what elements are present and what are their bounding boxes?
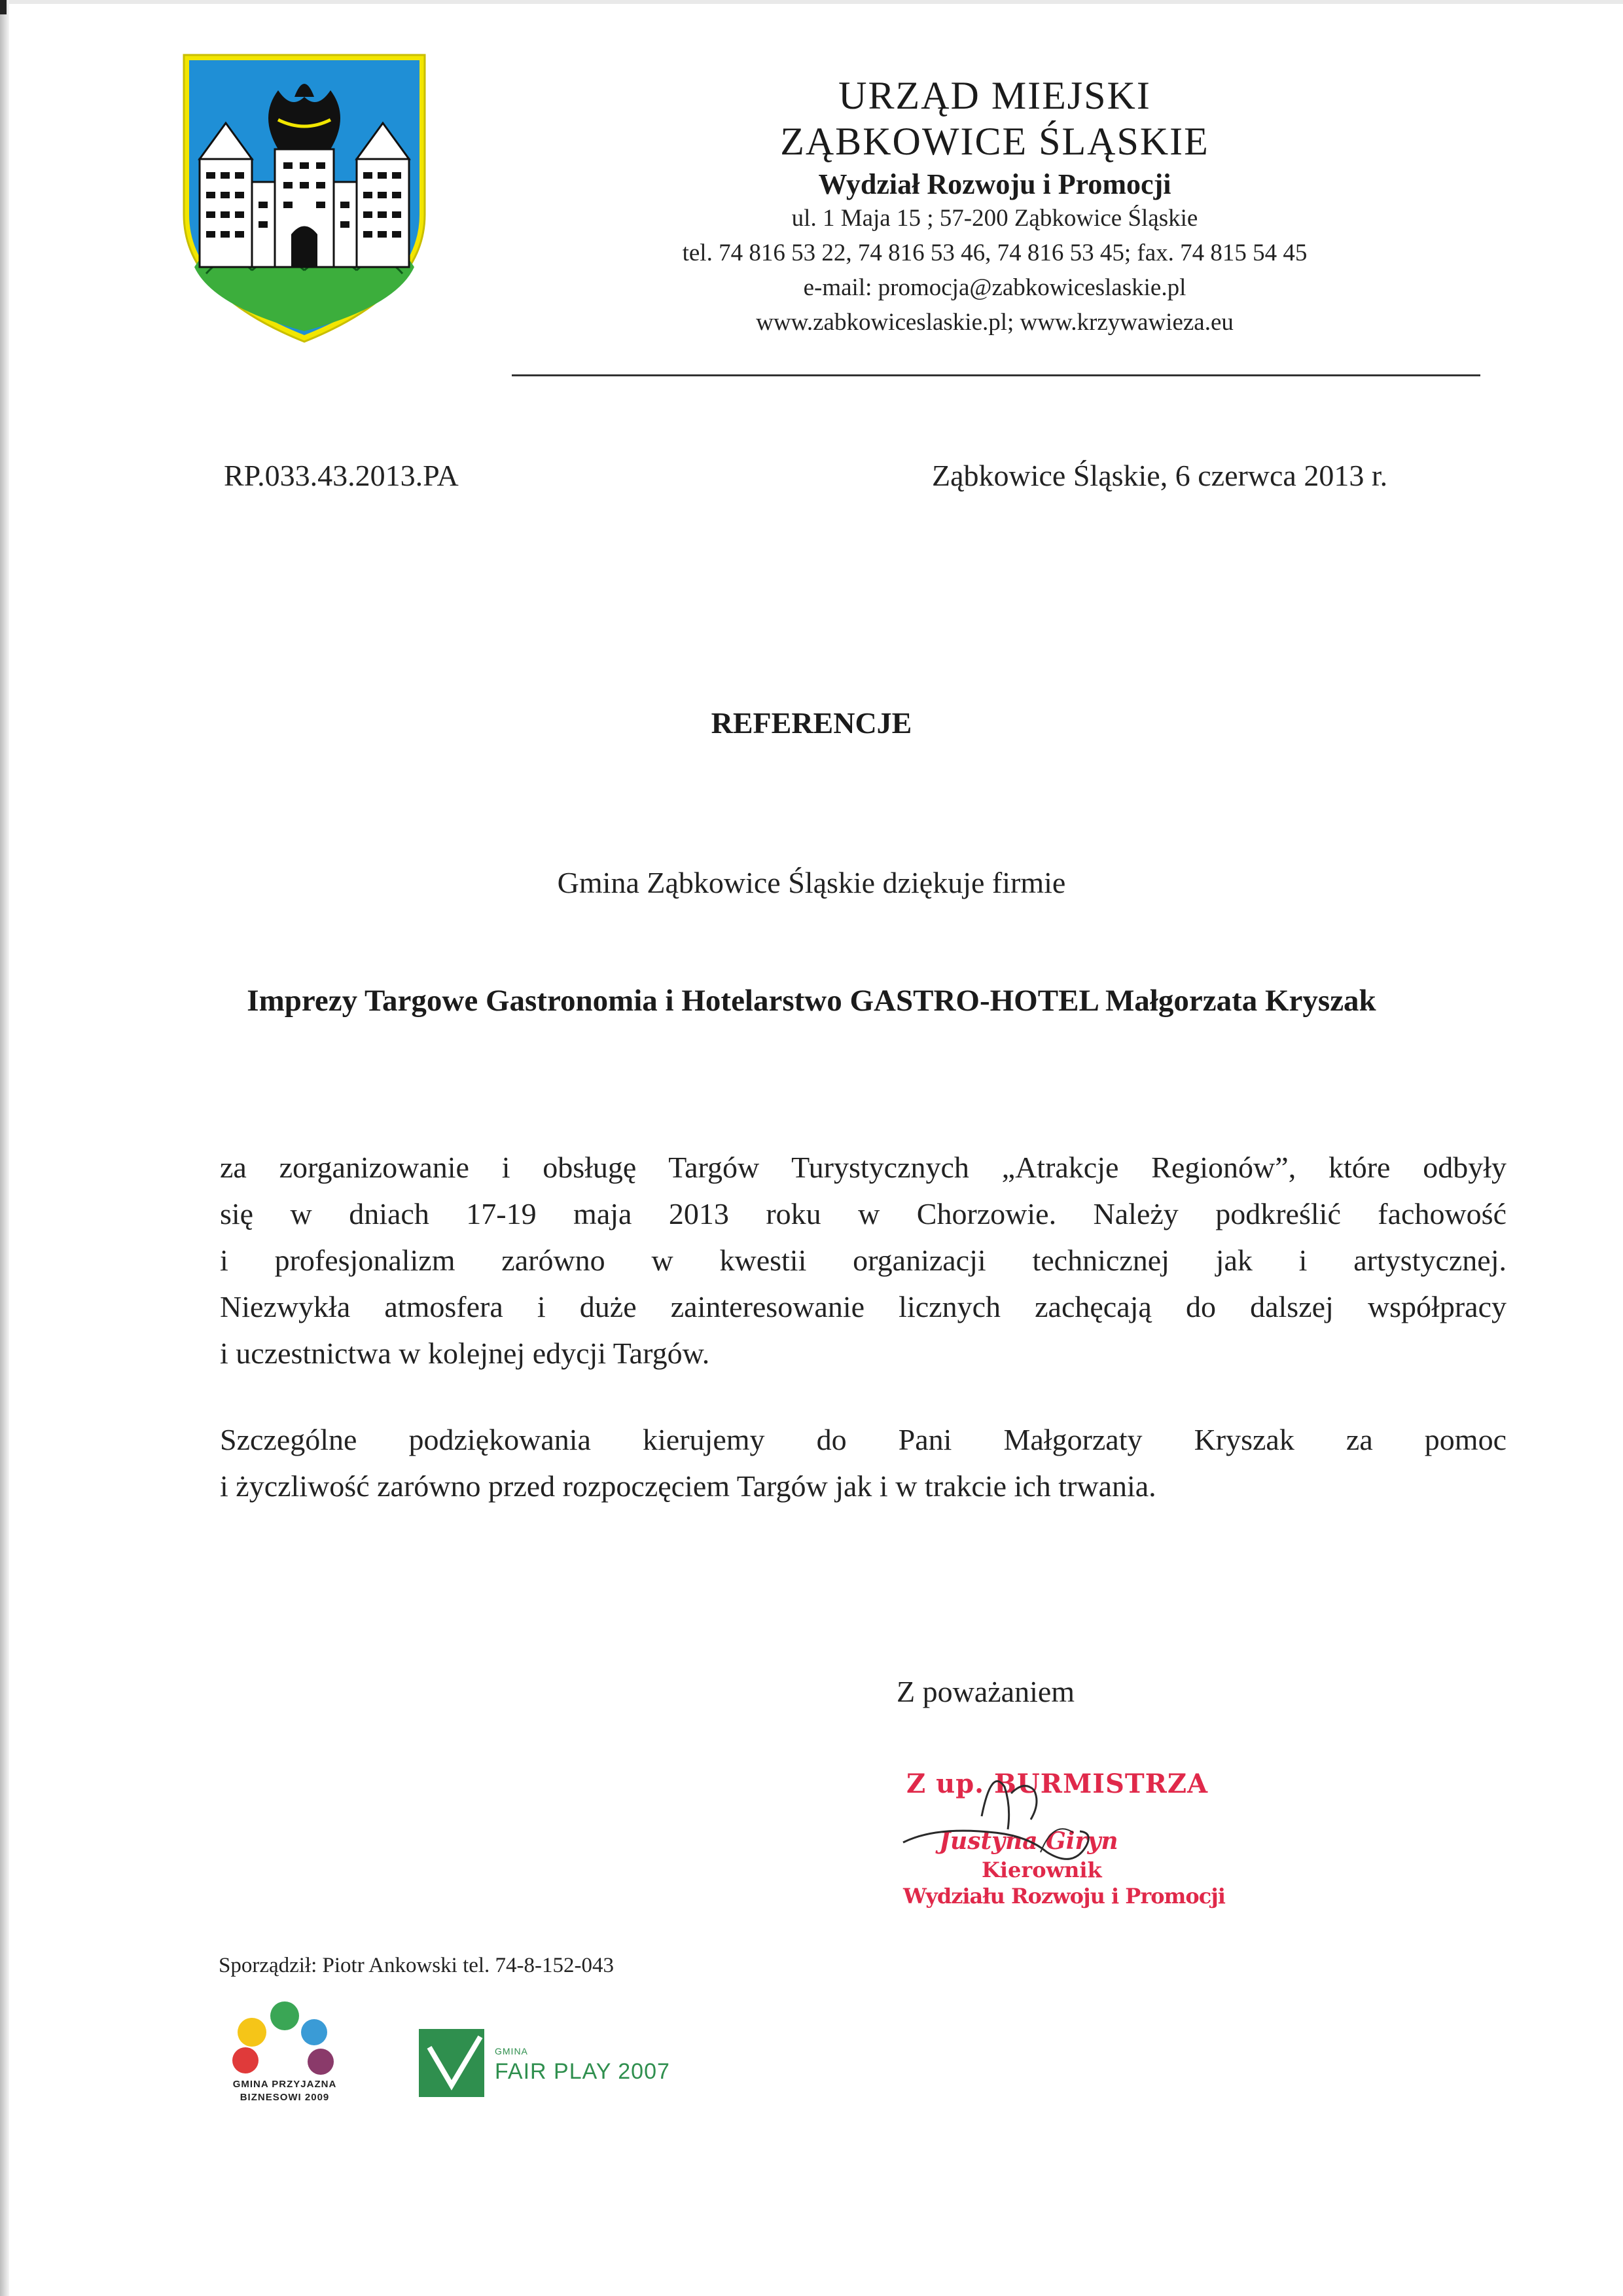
stamp-line-authority: Z up. BURMISTRZA	[906, 1768, 1209, 1799]
body-paragraph-1	[220, 1144, 1507, 1376]
thanks-line: Gmina Ząbkowice Śląskie dziękuje firmie	[557, 866, 1066, 899]
stamp-line-department: Wydziału Rozwoju i Promocji	[903, 1884, 1225, 1909]
body-paragraph-2	[220, 1416, 1507, 1509]
paragraph-line: za zorganizowanie i obsługę Targów Turystycznych „Atrakcje Regionów”, które odbyły	[220, 1151, 1507, 1184]
fair-play-small-label: GMINA	[495, 2046, 528, 2056]
reference-number: RP.033.43.2013.PA	[224, 459, 459, 492]
email-line: e-mail: promocja@zabkowiceslaskie.pl	[803, 274, 1186, 301]
department-name: Wydział Rozwoju i Promocji	[818, 168, 1171, 200]
fair-play-label: FAIR PLAY 2007	[495, 2059, 670, 2084]
business-friendly-logo	[209, 1996, 360, 2114]
scan-mark	[0, 0, 7, 14]
coat-of-arms-icon	[180, 51, 429, 346]
stamp-line-name: Justyna Giryn	[939, 1827, 1118, 1855]
scan-edge-left	[0, 0, 9, 2296]
logo-text-line-1: GMINA PRZYJAZNA	[232, 2079, 337, 2090]
address-line: ul. 1 Maja 15 ; 57-200 Ząbkowice Śląskie	[791, 205, 1198, 232]
office-name: URZĄD MIEJSKI	[838, 74, 1151, 117]
stamp-line-position: Kierownik	[982, 1857, 1102, 1882]
scan-edge-top	[0, 0, 1623, 4]
prepared-by: Sporządził: Piotr Ankowski tel. 74-8-152-043	[219, 1954, 615, 1977]
paragraph-line: i uczestnictwa w kolejnej edycji Targów.	[220, 1336, 710, 1370]
handwritten-signature-icon	[877, 1754, 1230, 1924]
city-name: ZĄBKOWICE ŚLĄSKIE	[780, 120, 1209, 163]
phone-line: tel. 74 816 53 22, 74 816 53 46, 74 816 53 45; fax. 74 815 54 45	[682, 240, 1308, 266]
websites-line: www.zabkowiceslaskie.pl; www.krzywawieza.eu	[756, 309, 1234, 336]
fair-play-logo-icon	[418, 2028, 496, 2098]
official-stamp	[877, 1754, 1230, 1924]
colored-dots-logo-icon	[209, 1996, 360, 2077]
letter-date: Ząbkowice Śląskie, 6 czerwca 2013 r.	[932, 459, 1388, 492]
closing-salutation: Z poważaniem	[897, 1675, 1075, 1708]
logo-text-line-2: BIZNESOWI 2009	[240, 2092, 330, 2103]
paragraph-line: Szczególne podziękowania kierujemy do Pani Małgorzaty Kryszak za pomoc	[220, 1423, 1507, 1456]
header-divider	[512, 374, 1480, 376]
document-title: REFERENCJE	[711, 706, 912, 740]
paragraph-line: Niezwykła atmosfera i duże zainteresowanie licznych zachęcają do dalszej współpracy	[220, 1290, 1507, 1323]
paragraph-line: i profesjonalizm zarówno w kwestii organizacji technicznej jak i artystycznej.	[220, 1244, 1507, 1277]
paragraph-line: się w dniach 17-19 maja 2013 roku w Chorzowie. Należy podkreślić fachowość	[220, 1197, 1507, 1230]
company-name: Imprezy Targowe Gastronomia i Hotelarstwo GASTRO-HOTEL Małgorzata Kryszak	[247, 984, 1376, 1018]
paragraph-line: i życzliwość zarówno przed rozpoczęciem Targów jak i w trakcie ich trwania.	[220, 1469, 1156, 1503]
